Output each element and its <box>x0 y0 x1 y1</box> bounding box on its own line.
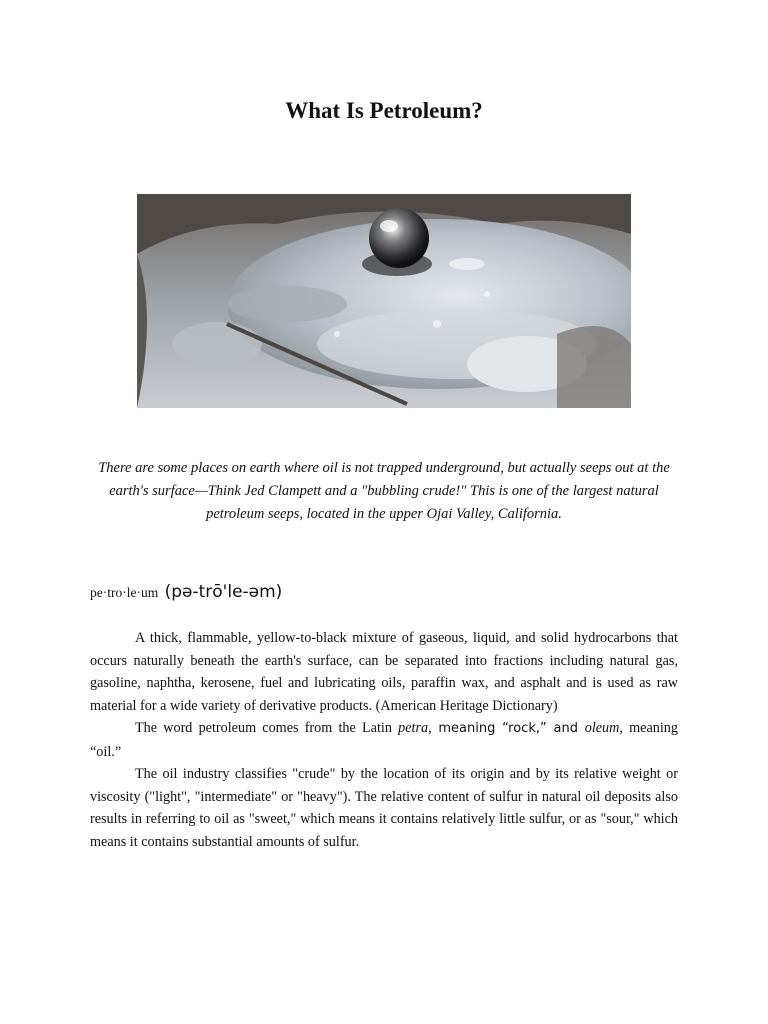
pronunciation: (pə-trō'le-əm) <box>164 582 283 602</box>
dictionary-entry <box>90 582 282 602</box>
latin-petra: petra, <box>398 720 432 736</box>
latin-oleum: oleum <box>584 720 620 736</box>
etymology-text-3: , meaning “oil.” <box>90 720 678 760</box>
headword: pe·tro·le·um <box>90 585 159 600</box>
page-title: What Is Petroleum? <box>285 98 483 123</box>
photo-caption: There are some places on earth where oil is not trapped underground, but actually seeps out at the earth's surface—Think Jed Clampett and a "bubbling crude!" This is one of the largest natural petroleum seeps, located in the upper Ojai Valley, California. <box>98 460 670 522</box>
petroleum-seep-photo <box>137 194 631 408</box>
etymology-paragraph <box>90 717 678 763</box>
definition-paragraph: A thick, flammable, yellow-to-black mixture of gaseous, liquid, and solid hydrocarbons that occurs naturally beneath the earth's surface, can be separated into fractions including natural gas, gasoline, naphtha, kerosene, fuel and lubricating oils, paraffin wax, and asphalt and is used as raw material for a wide variety of derivative products. (American Heritage Dictionary) <box>90 630 678 714</box>
etymology-text-1: The word petroleum comes from the Latin <box>135 720 399 736</box>
etymology-text-2: meaning “rock,” and <box>431 721 585 736</box>
body-text <box>90 627 678 853</box>
classification-paragraph: The oil industry classifies "crude" by the location of its origin and by its relative weight or viscosity ("light", "intermediate" or "heavy"). The relative content of sulfur in natural oil deposits also results in referring to oil as "sweet," which means it contains relatively little sulfur, or as "sour," which means it contains substantial amounts of sulfur. <box>90 766 678 850</box>
